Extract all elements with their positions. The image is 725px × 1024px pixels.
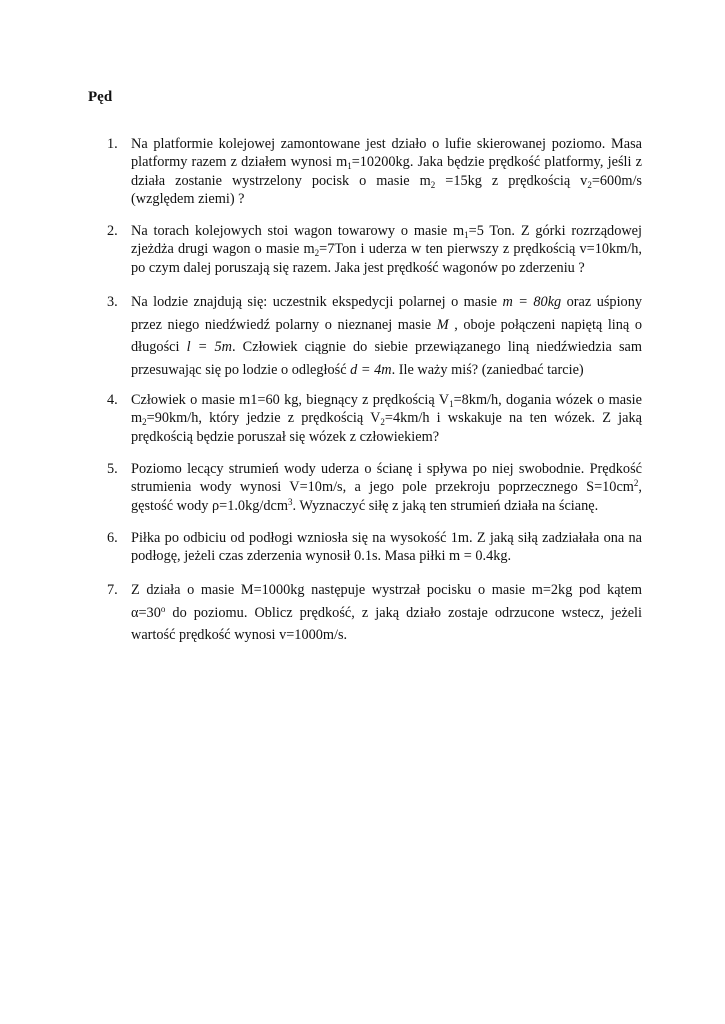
problem-item-2 (107, 222, 642, 277)
superscript: 2 (633, 478, 639, 489)
problem-item-7 (107, 579, 642, 647)
problem-item-6 (107, 529, 642, 566)
degree-superscript: o (160, 603, 166, 614)
math-expression: m = 80kg (502, 294, 562, 311)
page-title: Pęd (88, 89, 113, 105)
math-expression: l = 5m (186, 339, 232, 356)
problem-text: Poziomo lecący strumień wody uderza o ścianę i spływa po niej swobodnie. Prędkość strumienia wody wynosi V=10m/s, a jego pole przekroju poprzecznego $S=10cm^2$, gęstość wody ρ=1.0kg/dcm$^3$. Wyznaczyć siłę z jaką ten strumień działa na ścianę. (131, 460, 642, 514)
subscript: 2 (314, 248, 320, 259)
problem-number: 6. (107, 529, 118, 546)
superscript: 3 (287, 496, 293, 507)
problem-text: Z działa o masie M=1000kg następuje wystrzał pocisku o masie m=2kg pod kątem $\alpha=30^o$ do poziomu. Oblicz prędkość, z jaką działo zostaje odrzucone wstecz, jeżeli wartość prędkość wynosi v=1000m/s. (131, 582, 642, 644)
math-expression: M (436, 316, 449, 333)
subscript: 2 (380, 417, 385, 428)
subscript: 1 (347, 161, 352, 172)
problem-item-1 (107, 135, 642, 208)
problem-list (107, 135, 642, 661)
problem-text: Człowiek o masie m1=60 kg, biegnący z prędkością $V_1=8km/h$, dogania wózek o masie $m_2=90km/h$, który jedzie z prędkością $V_2=4km/h$ i wskakuje na ten wózek. Z jaką prędkością będzie poruszał się wózek z człowiekiem? (131, 392, 642, 445)
problem-number: 2. (107, 223, 118, 240)
problem-number: 5. (107, 460, 118, 477)
problem-text: Piłka po odbiciu od podłogi wzniosła się na wysokość 1m. Z jaką siłą zadziałała ona na podłogę, jeżeli czas zderzenia wynosił 0.1s. Masa piłki m = 0.4kg. (131, 529, 642, 565)
problem-text: Na torach kolejowych stoi wagon towarowy o masie $m_1=5$ Ton. Z górki rozrządowej zjeżdża drugi wagon o masie $m_2=7Ton$ i uderza w ten pierwszy z prędkością v=10km/h, po czym dalej poruszają się razem. Jaka jest prędkość wagonów po zderzeniu ? (131, 223, 642, 276)
problem-item-3 (107, 291, 642, 381)
subscript: 2 (587, 179, 592, 190)
problem-number: 3. (107, 294, 118, 311)
problem-number: 7. (107, 582, 118, 599)
problem-item-5 (107, 460, 642, 515)
math-expression: d = 4m (350, 361, 392, 378)
problem-number: 1. (107, 136, 118, 152)
problem-item-4 (107, 391, 642, 446)
problem-number: 4. (107, 392, 118, 409)
problem-text: Na lodzie znajdują się: uczestnik ekspedycji polarnej o masie m = 80kg oraz uśpiony przez niego niedźwiedź polarny o nieznanej masie M , oboje połączeni napiętą liną o długości l = 5m. Człowiek ciągnie do siebie przewiązanego liną niedźwiedzia sam przesuwając się po lodzie o odległość d = 4m. Ile waży miś? (zaniedbać tarcie) (131, 294, 642, 378)
subscript: 1 (464, 230, 469, 241)
subscript: 2 (142, 417, 147, 428)
problem-text: Na platformie kolejowej zamontowane jest działo o lufie skierowanej poziomo. Masa platformy razem z działem wynosi $m_1=10200kg$. Jaka będzie prędkość platformy, jeśli z działa zostanie wystrzelony pocisk o masie $m_2 =15kg$ z prędkością $v_2=600m/s$ (względem ziemi) ? (131, 136, 642, 207)
subscript: 1 (449, 399, 454, 410)
subscript: 2 (430, 179, 436, 190)
